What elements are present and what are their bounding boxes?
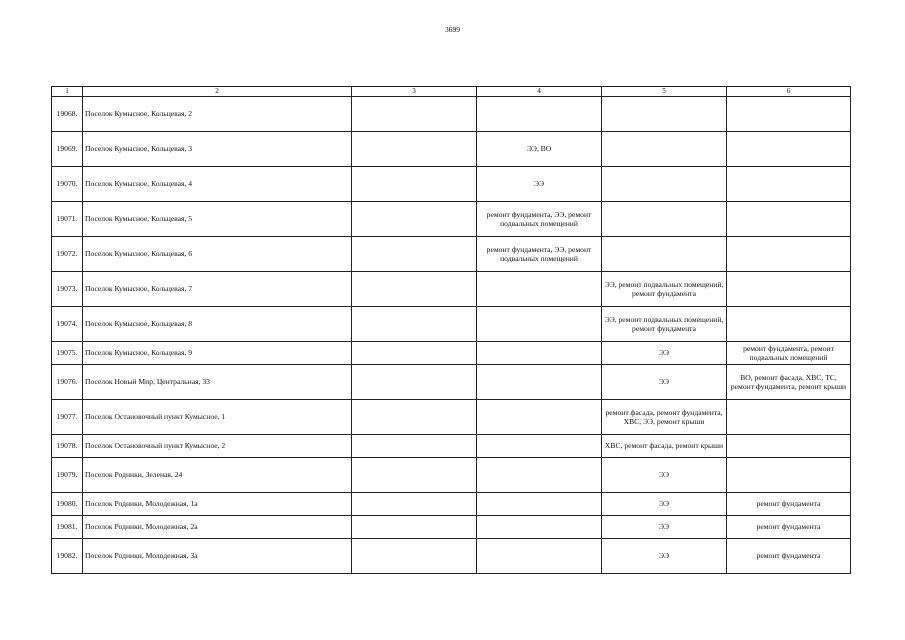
column-3-cell	[352, 272, 477, 307]
table-row	[52, 458, 851, 493]
table-row	[52, 400, 851, 435]
row-number: 19076.	[52, 365, 83, 400]
address-cell: Поселок Родники, Зеленая, 24	[83, 458, 352, 493]
column-3-cell	[352, 516, 477, 539]
column-header: 6	[727, 87, 851, 97]
column-6-cell: ремонт фундамента, ремонт подвальных помещений	[727, 342, 851, 365]
address-cell: Поселок Кумысное, Кольцевая, 2	[83, 97, 352, 132]
column-4-cell	[477, 493, 602, 516]
column-3-cell	[352, 237, 477, 272]
column-3-cell	[352, 97, 477, 132]
column-4-cell	[477, 516, 602, 539]
page-number: 3699	[445, 25, 460, 34]
column-3-cell	[352, 307, 477, 342]
column-6-cell: ВО, ремонт фасада, ХВС, ТС, ремонт фундамента, ремонт крыши	[727, 365, 851, 400]
column-4-cell	[477, 435, 602, 458]
address-cell: Поселок Кумысное, Кольцевая, 4	[83, 167, 352, 202]
table-row	[52, 365, 851, 400]
column-5-cell: ЭЭ	[602, 516, 727, 539]
column-6-cell: ремонт фундамента	[727, 539, 851, 574]
table-row	[52, 272, 851, 307]
column-6-cell: ремонт фундамента	[727, 516, 851, 539]
table-row	[52, 167, 851, 202]
column-5-cell	[602, 167, 727, 202]
table-row	[52, 132, 851, 167]
column-6-cell	[727, 400, 851, 435]
row-number: 19079.	[52, 458, 83, 493]
column-6-cell	[727, 272, 851, 307]
column-4-cell: ЭЭ	[477, 167, 602, 202]
table-row	[52, 493, 851, 516]
column-5-cell: ЭЭ	[602, 365, 727, 400]
address-cell: Поселок Кумысное, Кольцевая, 6	[83, 237, 352, 272]
column-header: 3	[352, 87, 477, 97]
table-row	[52, 307, 851, 342]
table-row	[52, 342, 851, 365]
column-6-cell	[727, 458, 851, 493]
column-5-cell	[602, 132, 727, 167]
row-number: 19077.	[52, 400, 83, 435]
address-cell: Поселок Кумысное, Кольцевая, 3	[83, 132, 352, 167]
column-4-cell	[477, 458, 602, 493]
column-4-cell: ремонт фундамента, ЭЭ, ремонт подвальных помещений	[477, 237, 602, 272]
column-4-cell	[477, 342, 602, 365]
column-3-cell	[352, 458, 477, 493]
row-number: 19082.	[52, 539, 83, 574]
address-cell: Поселок Кумысное, Кольцевая, 9	[83, 342, 352, 365]
column-5-cell: ЭЭ	[602, 539, 727, 574]
column-3-cell	[352, 400, 477, 435]
column-header: 4	[477, 87, 602, 97]
address-cell: Поселок Остановочный пункт Кумысное, 2	[83, 435, 352, 458]
column-3-cell	[352, 167, 477, 202]
column-4-cell	[477, 400, 602, 435]
row-number: 19073.	[52, 272, 83, 307]
address-cell: Поселок Кумысное, Кольцевая, 8	[83, 307, 352, 342]
column-3-cell	[352, 202, 477, 237]
column-6-cell: ремонт фундамента	[727, 493, 851, 516]
table-row	[52, 516, 851, 539]
row-number: 19080.	[52, 493, 83, 516]
address-cell: Поселок Родники, Молодежная, 2а	[83, 516, 352, 539]
table-row	[52, 539, 851, 574]
column-5-cell: ЭЭ	[602, 458, 727, 493]
column-6-cell	[727, 237, 851, 272]
column-5-cell: ЭЭ, ремонт подвальных помещений, ремонт фундамента	[602, 307, 727, 342]
column-number-row	[52, 87, 851, 97]
address-cell: Поселок Остановочный пункт Кумысное, 1	[83, 400, 352, 435]
address-cell: Поселок Родники, Молодежная, 1а	[83, 493, 352, 516]
column-3-cell	[352, 342, 477, 365]
column-3-cell	[352, 539, 477, 574]
column-5-cell	[602, 202, 727, 237]
column-4-cell: ЭЭ, ВО	[477, 132, 602, 167]
column-5-cell	[602, 97, 727, 132]
row-number: 19069.	[52, 132, 83, 167]
column-6-cell	[727, 307, 851, 342]
row-number: 19068.	[52, 97, 83, 132]
column-6-cell	[727, 435, 851, 458]
column-4-cell	[477, 307, 602, 342]
address-cell: Поселок Новый Мир, Центральная, 33	[83, 365, 352, 400]
row-number: 19074.	[52, 307, 83, 342]
row-number: 19072.	[52, 237, 83, 272]
column-5-cell: ЭЭ	[602, 493, 727, 516]
column-3-cell	[352, 132, 477, 167]
column-5-cell: ХВС, ремонт фасада, ремонт крыши	[602, 435, 727, 458]
column-6-cell	[727, 132, 851, 167]
column-6-cell	[727, 202, 851, 237]
table-row	[52, 97, 851, 132]
address-cell: Поселок Кумысное, Кольцевая, 5	[83, 202, 352, 237]
column-4-cell	[477, 365, 602, 400]
column-5-cell: ремонт фасада, ремонт фундамента, ХВС, ЭЭ, ремонт крыши	[602, 400, 727, 435]
column-header: 5	[602, 87, 727, 97]
column-3-cell	[352, 435, 477, 458]
row-number: 19078.	[52, 435, 83, 458]
column-header: 2	[83, 87, 352, 97]
row-number: 19075.	[52, 342, 83, 365]
table-row	[52, 202, 851, 237]
repair-register-table	[51, 86, 851, 574]
row-number: 19081.	[52, 516, 83, 539]
column-4-cell: ремонт фундамента, ЭЭ, ремонт подвальных помещений	[477, 202, 602, 237]
column-3-cell	[352, 493, 477, 516]
address-cell: Поселок Родники, Молодежная, 3а	[83, 539, 352, 574]
row-number: 19071.	[52, 202, 83, 237]
row-number: 19070.	[52, 167, 83, 202]
column-6-cell	[727, 97, 851, 132]
column-5-cell	[602, 237, 727, 272]
column-4-cell	[477, 539, 602, 574]
column-4-cell	[477, 97, 602, 132]
column-4-cell	[477, 272, 602, 307]
address-cell: Поселок Кумысное, Кольцевая, 7	[83, 272, 352, 307]
column-5-cell: ЭЭ, ремонт подвальных помещений, ремонт фундамента	[602, 272, 727, 307]
column-6-cell	[727, 167, 851, 202]
table-row	[52, 237, 851, 272]
table-row	[52, 435, 851, 458]
column-header: 1	[52, 87, 83, 97]
column-3-cell	[352, 365, 477, 400]
column-5-cell: ЭЭ	[602, 342, 727, 365]
